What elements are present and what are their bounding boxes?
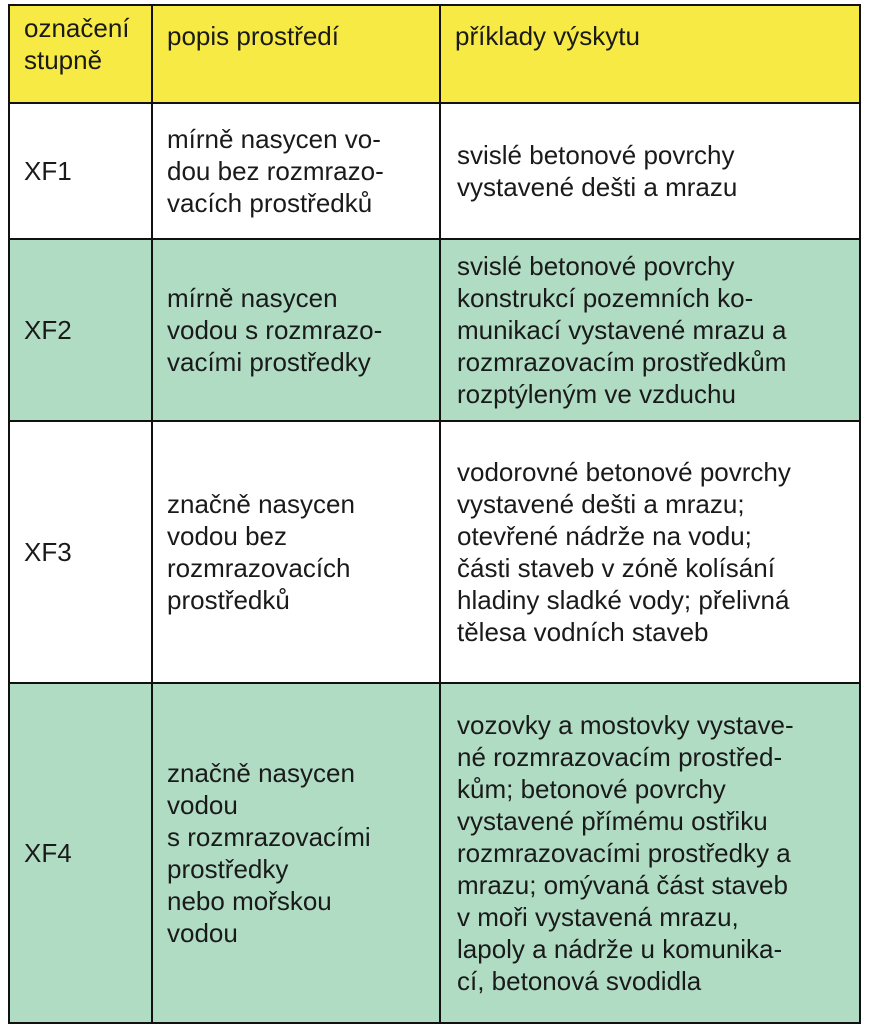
grade-cell: [9, 683, 152, 1023]
examples-line: cí, betonová svodidla: [457, 966, 702, 996]
examples-cell: [440, 683, 860, 1023]
table-row: [9, 239, 860, 421]
examples-cell: [440, 239, 860, 421]
environment-line: značně nasycen: [167, 758, 355, 788]
environment-cell: [152, 683, 440, 1023]
examples-line: konstrukcí pozemních ko-: [457, 283, 754, 313]
environment-cell: [152, 103, 440, 239]
header-grade-line-2: stupně: [24, 45, 103, 75]
examples-cell: [440, 103, 860, 239]
examples-line: části staveb v zóně kolísání: [457, 553, 775, 583]
grade-cell: [9, 239, 152, 421]
environment-line: prostředky: [167, 854, 289, 884]
exposure-class-table: [8, 4, 861, 1024]
examples-line: v moři vystavená mrazu,: [457, 902, 739, 932]
environment-line: mírně nasycen vo-: [167, 124, 381, 154]
environment-line: mírně nasycen: [167, 283, 338, 313]
grade-value: XF4: [24, 838, 72, 868]
environment-line: rozmrazovacích: [167, 553, 351, 583]
header-examples-line-1: příklady výskytu: [455, 21, 640, 51]
table-header-row: [9, 5, 860, 103]
header-grade: [9, 5, 152, 103]
environment-line: vacích prostředků: [167, 188, 373, 218]
examples-line: rozmrazovacími prostředky a: [457, 838, 791, 868]
environment-cell: [152, 421, 440, 683]
environment-line: vodou bez: [167, 521, 287, 551]
examples-line: kům; betonové povrchy: [457, 774, 726, 804]
examples-line: svislé betonové povrchy: [457, 140, 735, 170]
examples-line: tělesa vodních staveb: [457, 617, 709, 647]
examples-line: vystavené dešti a mrazu;: [457, 489, 745, 519]
table-row: [9, 421, 860, 683]
examples-line: hladiny sladké vody; přelivná: [457, 585, 790, 615]
examples-line: lapoly a nádrže u komunika-: [457, 934, 783, 964]
environment-line: vodou s rozmrazo-: [167, 315, 383, 345]
environment-line: vodou: [167, 918, 238, 948]
environment-line: prostředků: [167, 585, 290, 615]
environment-line: nebo mořskou: [167, 886, 332, 916]
examples-line: vodorovné betonové povrchy: [457, 457, 791, 487]
examples-line: vozovky a mostovky vystave-: [457, 710, 794, 740]
examples-line: rozmrazovacím prostředkům: [457, 347, 787, 377]
examples-line: vystavené přímému ostřiku: [457, 806, 768, 836]
examples-line: svislé betonové povrchy: [457, 251, 735, 281]
exposure-class-table-container: [8, 4, 859, 1024]
examples-line: mrazu; omývaná část staveb: [457, 870, 788, 900]
table-row: [9, 683, 860, 1023]
header-grade-line-1: označení: [24, 13, 130, 43]
header-environment-line-1: popis prostředí: [167, 21, 339, 51]
examples-line: rozptýleným ve vzduchu: [457, 379, 736, 409]
environment-line: vacími prostředky: [167, 347, 371, 377]
grade-cell: [9, 421, 152, 683]
examples-line: vystavené dešti a mrazu: [457, 172, 738, 202]
grade-value: XF1: [24, 156, 72, 186]
examples-line: munikací vystavené mrazu a: [457, 315, 787, 345]
examples-line: né rozmrazovacím prostřed-: [457, 742, 783, 772]
header-environment: [152, 5, 440, 103]
examples-cell: [440, 421, 860, 683]
grade-value: XF2: [24, 315, 72, 345]
examples-line: otevřené nádrže na vodu;: [457, 521, 752, 551]
environment-line: značně nasycen: [167, 489, 355, 519]
grade-cell: [9, 103, 152, 239]
environment-cell: [152, 239, 440, 421]
environment-line: dou bez rozmrazo-: [167, 156, 384, 186]
table-row: [9, 103, 860, 239]
environment-line: s rozmrazovacími: [167, 822, 371, 852]
environment-line: vodou: [167, 790, 238, 820]
header-examples: [440, 5, 860, 103]
grade-value: XF3: [24, 537, 72, 567]
